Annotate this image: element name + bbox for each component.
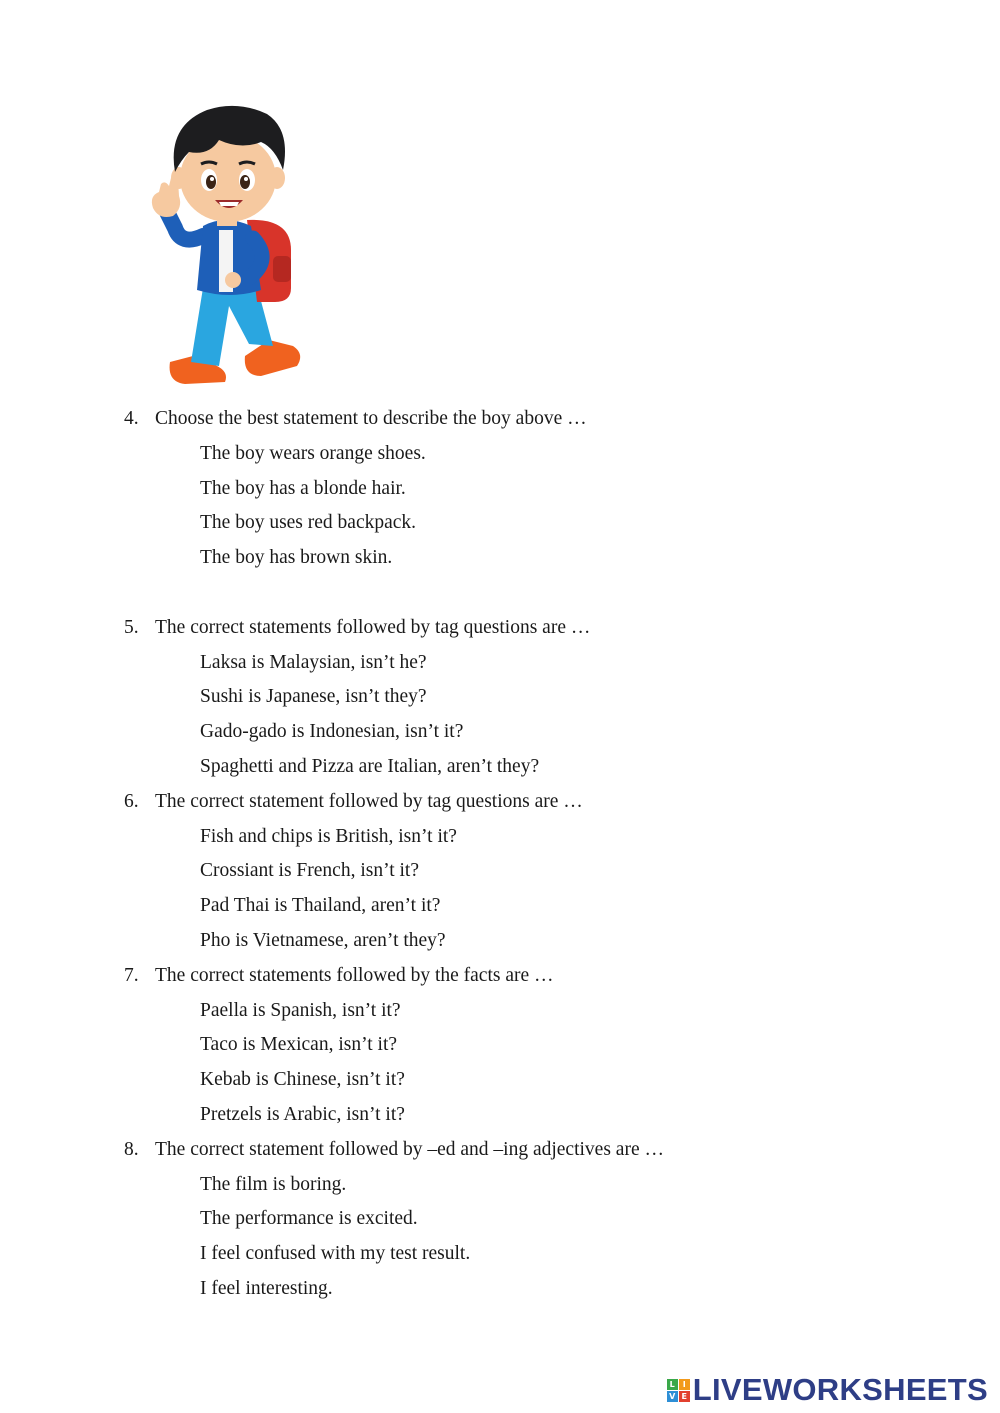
question-prompt-line — [124, 611, 944, 646]
answer-option[interactable]: I feel confused with my test result. — [200, 1243, 471, 1265]
question — [124, 785, 944, 959]
question-prompt: Choose the best statement to describe the boy above … — [155, 408, 587, 429]
answer-option[interactable]: Sushi is Japanese, isn’t they? — [200, 686, 427, 708]
answer-option[interactable]: The boy has a blonde hair. — [200, 477, 406, 499]
answer-option[interactable]: Crossiant is French, isn’t it? — [200, 860, 420, 882]
question-prompt: The correct statement followed by tag questions are … — [155, 790, 583, 812]
question — [124, 402, 944, 576]
question-number: 8. — [124, 1138, 139, 1160]
question-number: 4. — [124, 408, 139, 429]
answer-option[interactable]: Pad Thai is Thailand, aren’t it? — [200, 895, 441, 917]
liveworksheets-brand — [667, 1370, 988, 1410]
answer-options — [124, 437, 944, 576]
answer-option[interactable]: The boy wears orange shoes. — [200, 442, 426, 464]
answer-option[interactable]: Kebab is Chinese, isn’t it? — [200, 1069, 405, 1091]
question-list — [124, 402, 944, 1307]
question-prompt-line — [124, 785, 944, 820]
spacer — [124, 576, 944, 611]
boy-illustration — [145, 100, 315, 390]
answer-option[interactable]: Paella is Spanish, isn’t it? — [200, 999, 401, 1021]
answer-option[interactable]: The performance is excited. — [200, 1208, 418, 1230]
question-prompt: The correct statements followed by tag questions are … — [155, 616, 591, 638]
question-prompt-line — [124, 1133, 944, 1168]
answer-option[interactable]: Pretzels is Arabic, isn’t it? — [200, 1103, 405, 1125]
answer-option[interactable]: The film is boring. — [200, 1173, 347, 1195]
question-prompt: The correct statement followed by –ed and –ing adjectives are … — [155, 1138, 664, 1160]
question-number: 7. — [124, 964, 139, 986]
brand-logo-letter: V — [667, 1391, 678, 1402]
answer-option[interactable]: Taco is Mexican, isn’t it? — [200, 1034, 398, 1056]
answer-option[interactable]: Fish and chips is British, isn’t it? — [200, 825, 457, 847]
question-prompt-line — [124, 402, 944, 437]
question-number: 6. — [124, 790, 139, 812]
answer-options — [124, 646, 944, 785]
question — [124, 611, 944, 785]
brand-logo-letter: L — [667, 1379, 678, 1390]
question — [124, 959, 944, 1133]
brand-name: LIVEWORKSHEETS — [692, 1372, 988, 1407]
question — [124, 1133, 944, 1307]
answer-option[interactable]: Spaghetti and Pizza are Italian, aren’t they? — [200, 755, 540, 777]
answer-option[interactable]: Laksa is Malaysian, isn’t he? — [200, 651, 427, 673]
brand-logo-icon — [667, 1379, 690, 1402]
question-prompt: The correct statements followed by the facts are … — [155, 964, 554, 986]
answer-options — [124, 820, 944, 959]
brand-logo-letter: I — [679, 1379, 690, 1390]
question-number: 5. — [124, 616, 139, 638]
answer-option[interactable]: The boy uses red backpack. — [200, 512, 417, 534]
answer-option[interactable]: I feel interesting. — [200, 1277, 333, 1299]
answer-options — [124, 994, 944, 1133]
answer-option[interactable]: Pho is Vietnamese, aren’t they? — [200, 929, 446, 951]
answer-option[interactable]: The boy has brown skin. — [200, 547, 393, 569]
brand-logo-letter: E — [679, 1391, 690, 1402]
answer-option[interactable]: Gado-gado is Indonesian, isn’t it? — [200, 721, 464, 743]
question-prompt-line — [124, 959, 944, 994]
answer-options — [124, 1168, 944, 1307]
